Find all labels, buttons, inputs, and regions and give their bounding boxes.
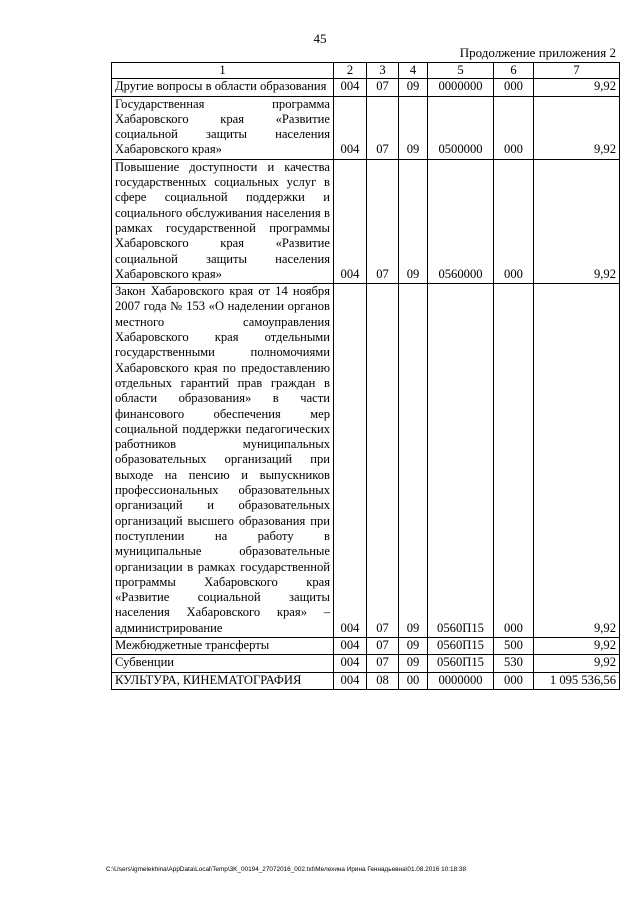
row-description: КУЛЬТУРА, КИНЕМАТОГРАФИЯ (112, 672, 334, 689)
amount: 1 095 536,56 (534, 672, 620, 689)
ministry-code: 004 (334, 159, 367, 283)
target-article-code: 0500000 (428, 96, 494, 159)
subsection-code: 00 (399, 672, 428, 689)
expense-type-code: 000 (494, 672, 534, 689)
target-article-code: 0560П15 (428, 284, 494, 638)
table-row (112, 284, 620, 638)
target-article-code: 0560000 (428, 159, 494, 283)
ministry-code: 004 (334, 96, 367, 159)
subsection-code: 09 (399, 284, 428, 638)
target-article-code: 0560П15 (428, 655, 494, 672)
row-description: Государственная программа Хабаровского края «Развитие социальной защиты населения Хабаровского края» (112, 96, 334, 159)
table-row (112, 79, 620, 96)
expense-type-code: 000 (494, 96, 534, 159)
amount: 9,92 (534, 79, 620, 96)
table-header-row (112, 63, 620, 79)
column-header: 2 (334, 63, 367, 79)
section-code: 08 (367, 672, 399, 689)
subsection-code: 09 (399, 637, 428, 654)
target-article-code: 0000000 (428, 79, 494, 96)
target-article-code: 0560П15 (428, 637, 494, 654)
section-code: 07 (367, 96, 399, 159)
subsection-code: 09 (399, 655, 428, 672)
section-code: 07 (367, 79, 399, 96)
table-row (112, 159, 620, 283)
subsection-code: 09 (399, 96, 428, 159)
expense-type-code: 000 (494, 284, 534, 638)
footer-file-path: C:\Users\igmelekhina\AppData\Local\Temp\3K_00194_27072016_002.txt\Мелехина Ирина Геннадьевна\01.08.2016 10:18:38 (106, 866, 467, 873)
continuation-label: Продолжение приложения 2 (459, 45, 616, 60)
subsection-code: 09 (399, 159, 428, 283)
ministry-code: 004 (334, 284, 367, 638)
ministry-code: 004 (334, 79, 367, 96)
budget-table (111, 62, 620, 690)
column-header: 3 (367, 63, 399, 79)
row-description: Закон Хабаровского края от 14 ноября 2007 года № 153 «О наделении органов местного самоуправления Хабаровского края отдельными государственными полномочиями Хабаровского края по предоставлению отдельных гарантий прав граждан в области образования» в части финансового обеспечения мер социальной поддержки педагогических работников муниципальных образовательных организаций при выходе на пенсию и выпускников профессиональных образовательных организаций и образовательных организаций высшего образования при поступлении на работу в муниципальные образовательные организации в рамках государственной программы Хабаровского края «Развитие социальной защиты населения Хабаровского края» – администрирование (112, 284, 334, 638)
table-row (112, 637, 620, 654)
section-code: 07 (367, 637, 399, 654)
target-article-code: 0000000 (428, 672, 494, 689)
subsection-code: 09 (399, 79, 428, 96)
table-row (112, 672, 620, 689)
amount: 9,92 (534, 655, 620, 672)
expense-type-code: 500 (494, 637, 534, 654)
expense-type-code: 000 (494, 79, 534, 96)
row-description: Субвенции (112, 655, 334, 672)
page-number: 45 (313, 31, 327, 46)
row-description: Другие вопросы в области образования (112, 79, 334, 96)
column-header: 7 (534, 63, 620, 79)
row-description: Повышение доступности и качества государственных социальных услуг в сфере социальной поддержки и социального обслуживания населения в рамках государственной программы Хабаровского края «Развитие социальной защиты населения Хабаровского края» (112, 159, 334, 283)
expense-type-code: 000 (494, 159, 534, 283)
ministry-code: 004 (334, 637, 367, 654)
amount: 9,92 (534, 637, 620, 654)
column-header: 1 (112, 63, 334, 79)
expense-type-code: 530 (494, 655, 534, 672)
column-header: 4 (399, 63, 428, 79)
section-code: 07 (367, 284, 399, 638)
amount: 9,92 (534, 284, 620, 638)
amount: 9,92 (534, 159, 620, 283)
table-row (112, 96, 620, 159)
section-code: 07 (367, 655, 399, 672)
section-code: 07 (367, 159, 399, 283)
amount: 9,92 (534, 96, 620, 159)
row-description: Межбюджетные трансферты (112, 637, 334, 654)
column-header: 6 (494, 63, 534, 79)
column-header: 5 (428, 63, 494, 79)
ministry-code: 004 (334, 672, 367, 689)
table-row (112, 655, 620, 672)
ministry-code: 004 (334, 655, 367, 672)
